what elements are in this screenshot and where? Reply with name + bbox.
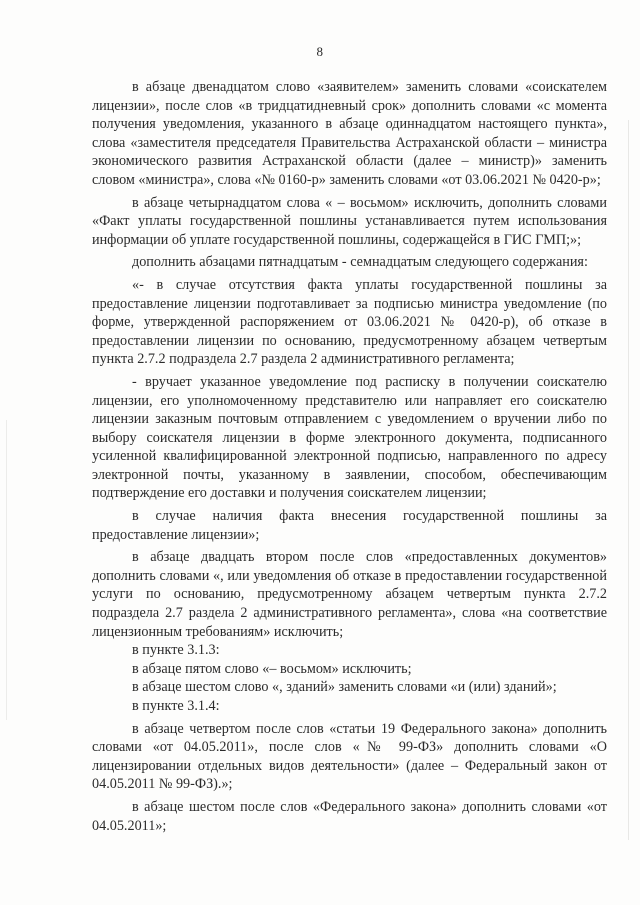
paragraph: в абзаце двенадцатом слово «заявителем» заменить словами «соискателем лицензии», после слов «в тридцатидневный срок» дополнить словами «с момента получения уведомления, указанного в абзаце одиннадцатом настоящего пункта», слова «заместителя председателя Правительства Астраханской области – министра экономического развития Астраханской области (далее – министр)» заменить словом «министра», слова «№ 0160-р» заменить словами «от 03.06.2021 № 0420-р»; xyxy=(92,79,607,188)
paragraph: в абзаце пятом слово «– восьмом» исключить; xyxy=(132,660,412,677)
paragraph: в абзаце четвертом после слов «статьи 19 Федерального закона» дополнить словами «от 04.05.2011», после слов «№ 99-ФЗ» дополнить словами «О лицензировании отдельных видов деятельности» (далее – Федеральный закон от 04.05.2011 № 99-ФЗ).»; xyxy=(92,720,607,793)
scan-edge-right xyxy=(628,120,629,840)
scan-edge-left xyxy=(6,420,7,720)
paragraph: «- в случае отсутствия факта уплаты государственной пошлины за предоставление лицензии подготавливает за подписью министра уведомление (по форме, утвержденной распоряжением от 03.06.2021 № 0420-р), об отказе в предоставлении лицензии по основанию, предусмотренному абзацем четвертым пункта 2.7.2 подраздела 2.7 раздела 2 административного регламента; xyxy=(92,276,607,368)
paragraph: в случае наличия факта внесения государственной пошлины за предоставление лицензии»; xyxy=(92,508,607,543)
page-number: 8 xyxy=(316,44,324,59)
document-body xyxy=(92,78,607,835)
paragraph: в пункте 3.1.3: xyxy=(132,642,220,659)
paragraph: в абзаце четырнадцатом слова « – восьмом» исключить, дополнить словами «Факт уплаты государственной пошлины устанавливается путем использования информации об уплате государственной пошлины, содержащейся в ГИС ГМП;»; xyxy=(92,194,607,248)
paragraph: - вручает указанное уведомление под расписку в получении соискателю лицензии, его уполномоченному представителю или направляет его соискателю лицензии заказным почтовым отправлением с уведомлением о вручении либо по выбору соискателя лицензии в форме электронного документа, подписанного усиленной квалифицированной электронной подписью, направленного по адресу электронной почты, указанному в заявлении, способом, обеспечивающим подтверждение его доставки и получения соискателем лицензии; xyxy=(92,373,607,502)
paragraph: в пункте 3.1.4: xyxy=(132,698,220,714)
paragraph: в абзаце шестом слово «, зданий» заменить словами «и (или) зданий»; xyxy=(132,679,557,696)
paragraph: в абзаце шестом после слов «Федерального закона» дополнить словами «от 04.05.2011»; xyxy=(92,798,607,834)
paragraph: дополнить абзацами пятнадцатым - семнадцатым следующего содержания: xyxy=(132,254,588,271)
paragraph: в абзаце двадцать втором после слов «предоставленных документов» дополнить словами «, или уведомления об отказе в предоставлении государственной услуги по основанию, предусмотренному абзацем четвертым пункта 2.7.2 подраздела 2.7 раздела 2 административного регламента», слова «на соответствие лицензионным требованиям» исключить; xyxy=(92,549,607,640)
